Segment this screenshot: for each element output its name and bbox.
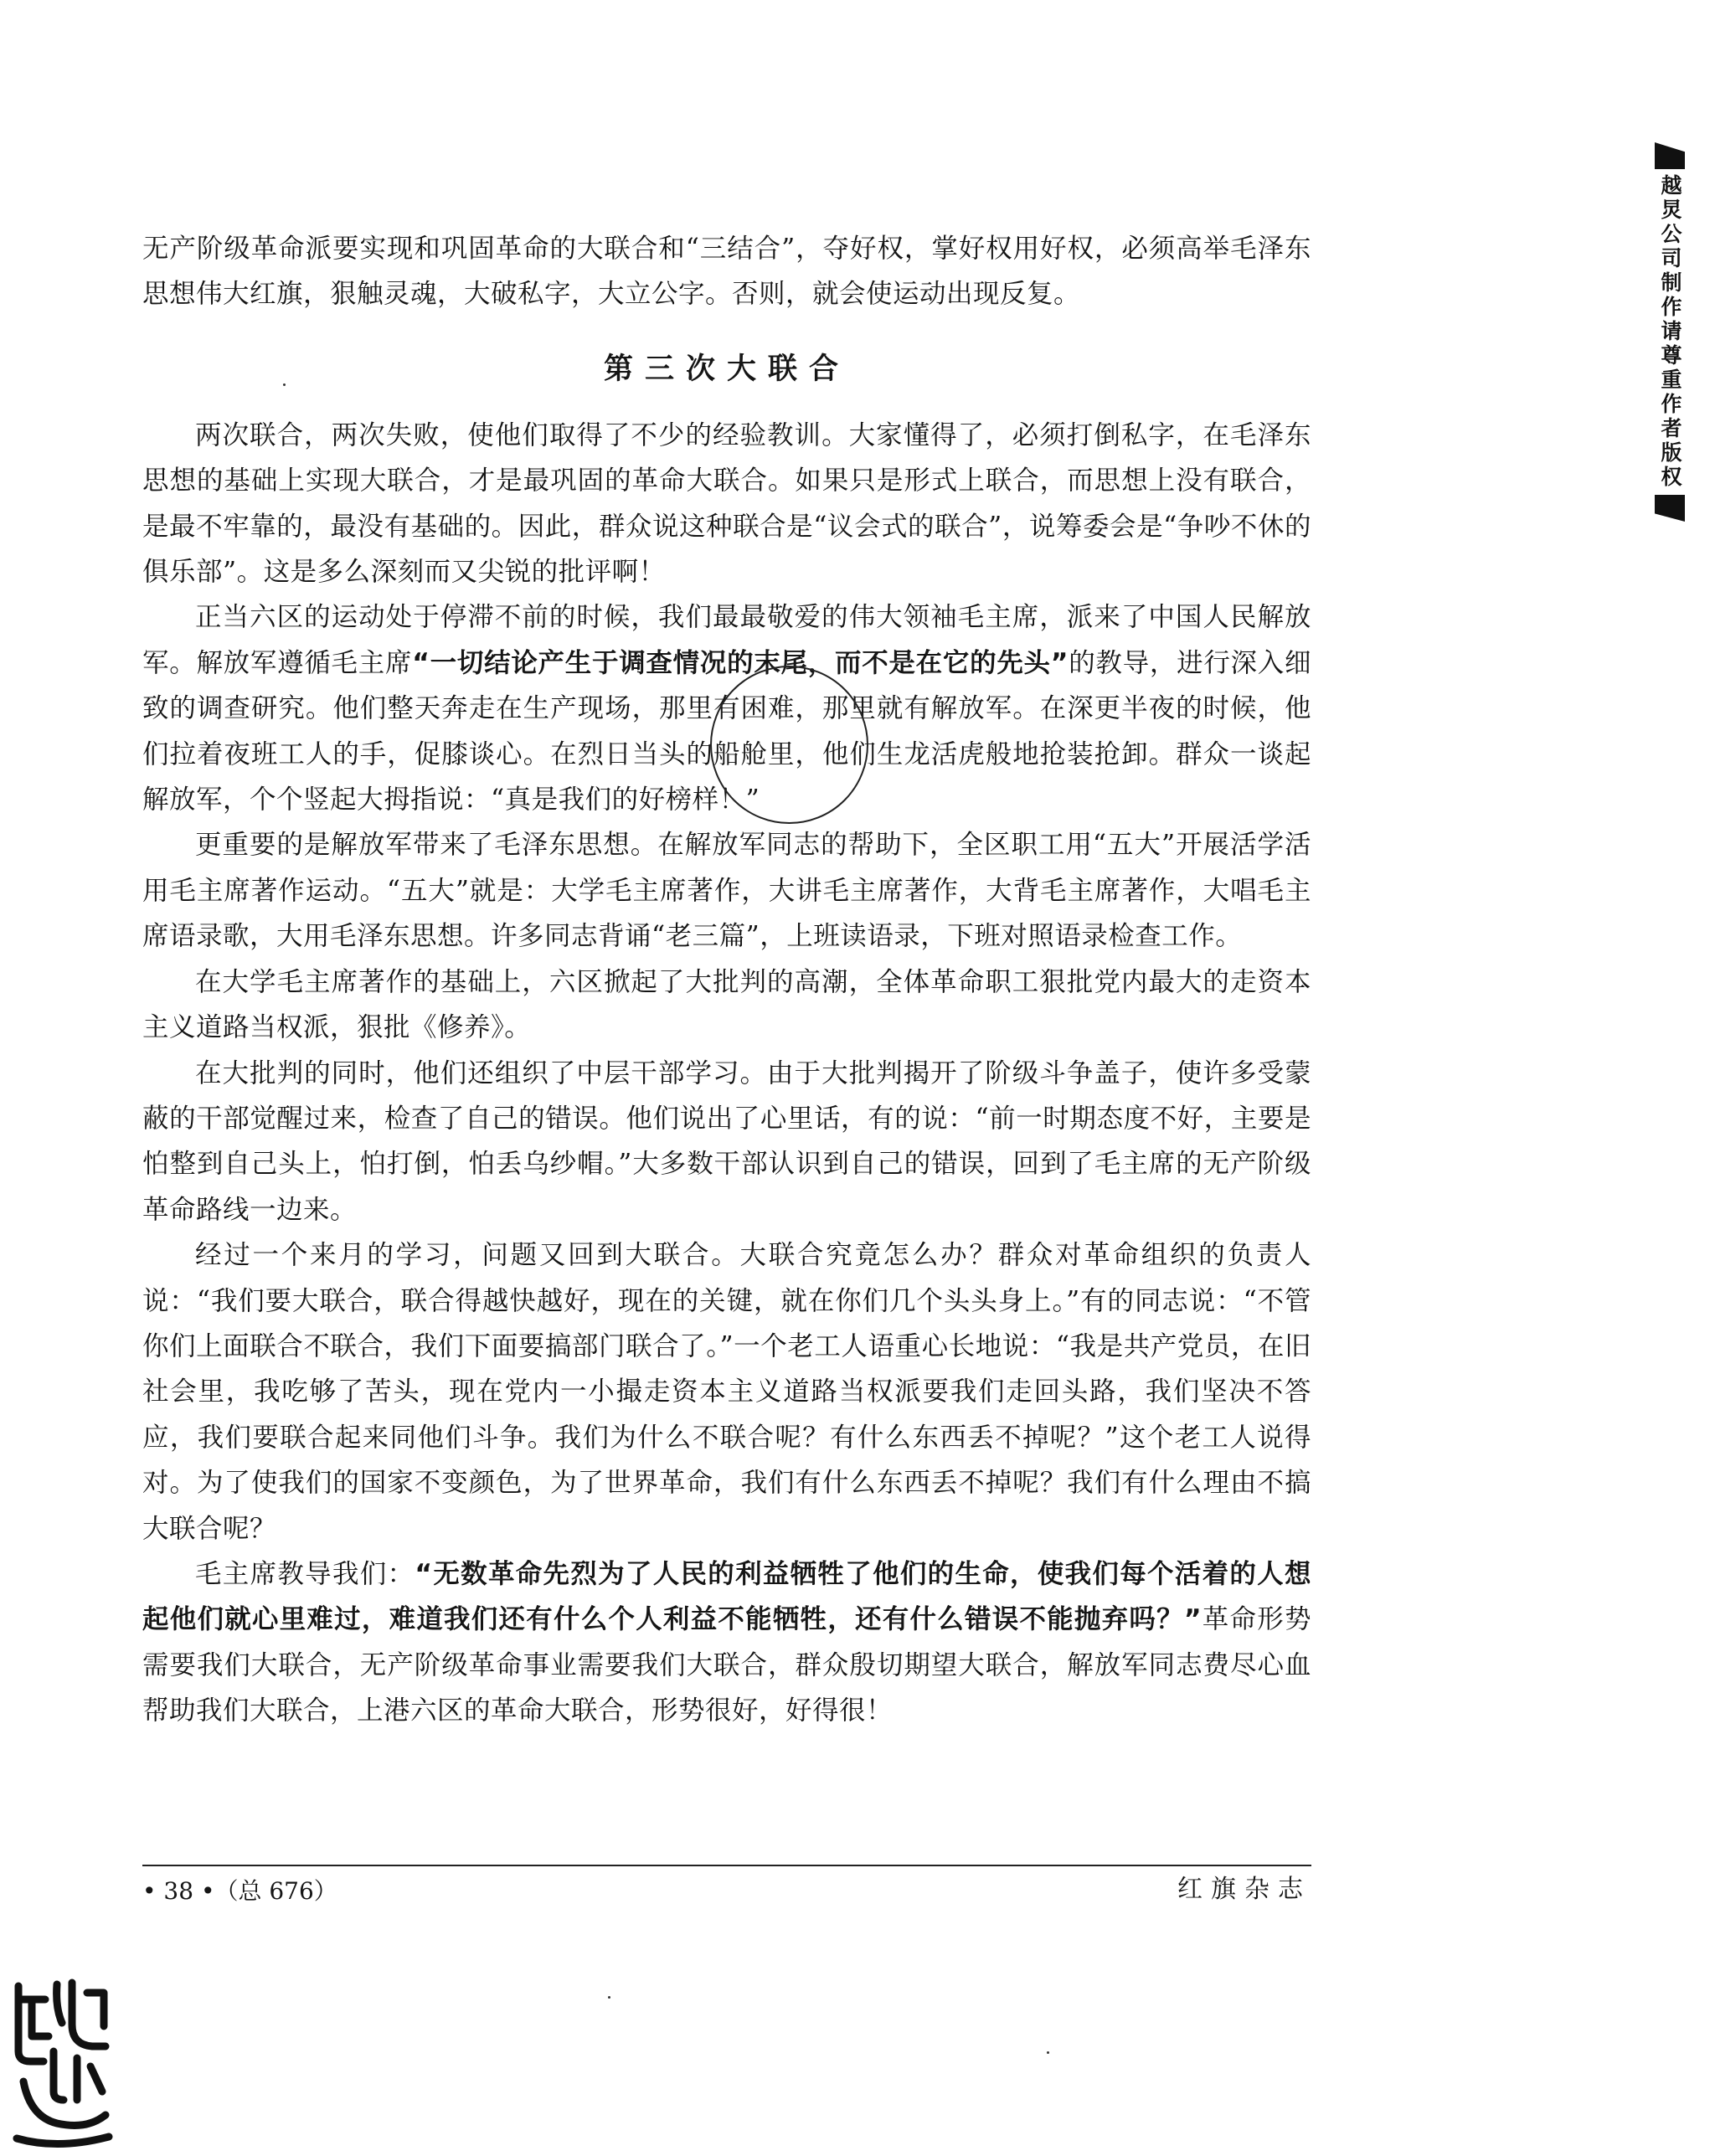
page-number: • 38 •（总 676） xyxy=(142,1877,337,1905)
article-body xyxy=(142,226,1311,1734)
paragraph-4: 在大学毛主席著作的基础上，六区掀起了大批判的高潮，全体革命职工狠批党内最大的走资本主义道路当权派，狠批《修养》。 xyxy=(142,966,1311,1043)
side-label-text: 越炅公司制作请尊重作者版权 xyxy=(1658,174,1682,490)
paragraph-7-text-a: 毛主席教导我们： xyxy=(195,1558,415,1589)
paragraph-7 xyxy=(142,1551,1311,1734)
paragraph-2-text-b: 的教导，进行深入细致的调查研究。他们整天奔走在生产现场，那里有困难，那里就有解放军。在深更半夜的时候，他们拉着夜班工人的手，促膝谈心。在烈日当头的船舱里，他们生龙活虎般地抢装抢卸。群众一谈起解放军，个个竖起大拇指说：“真是我们的好榜样！” xyxy=(142,647,1311,816)
paragraph-7-text-b: 革命形势需要我们大联合，无产阶级革命事业需要我们大联合，群众殷切期望大联合，解放军同志费尽心血帮助我们大联合，上港六区的革命大联合，形势很好，好得很！ xyxy=(142,1604,1311,1726)
section-title: 第三次大联合 xyxy=(603,352,850,386)
intro-paragraph: 无产阶级革命派要实现和巩固革命的大联合和“三结合”，夺好权，掌好权用好权，必须高举毛泽东思想伟大红旗，狠触灵魂，大破私字，大立公字。否则，就会使运动出现反复。 xyxy=(142,234,1311,310)
paragraph-6: 经过一个来月的学习，问题又回到大联合。大联合究竟怎么办？群众对革命组织的负责人说：“我们要大联合，联合得越快越好，现在的关键，就在你们几个头头身上。”有的同志说：“不管你们上面联合不联合，我们下面要搞部门联合了。”一个老工人语重心长地说：“我是共产党员，在旧社会里，我吃够了苦头，现在党内一小撮走资本主义道路当权派要我们走回头路，我们坚决不答应，我们要联合起来同他们斗争。我们为什么不联合呢？有什么东西丢不掉呢？”这个老工人说得对。为了使我们的国家不变颜色，为了世界革命，我们有什么东西丢不掉呢？我们有什么理由不搞大联合呢？ xyxy=(142,1240,1311,1544)
journal-name: 红旗杂志 xyxy=(1177,1875,1311,1904)
copyright-side-label xyxy=(1653,142,1687,522)
side-label-bottom-marker xyxy=(1655,495,1685,522)
paragraph-2-text-a: 正当六区的运动处于停滞不前的时候，我们最最敬爱的伟大领袖毛主席，派来了中国人民解放军。解放军遵循毛主席 xyxy=(142,602,1311,678)
paragraph-5: 在大批判的同时，他们还组织了中层干部学习。由于大批判揭开了阶级斗争盖子，使许多受蒙蔽的干部觉醒过来，检查了自己的错误。他们说出了心里话，有的说：“前一时期态度不好，主要是怕整到自己头上，怕打倒，怕丢乌纱帽。”大多数干部认识到自己的错误，回到了毛主席的无产阶级革命路线一边来。 xyxy=(142,1057,1311,1225)
quotation-martyrs: “无数革命先烈为了人民的利益牺牲了他们的生命，使我们每个活着的人想起他们就心里难过，难道我们还有什么个人利益不能牺牲，还有什么错误不能抛弃吗？” xyxy=(142,1558,1311,1635)
side-label-top-marker xyxy=(1655,142,1685,169)
scan-speck xyxy=(283,383,286,386)
quotation-investigation: “一切结论产生于调查情况的末尾，而不是在它的先头” xyxy=(412,647,1069,678)
scan-speck xyxy=(608,1996,610,1999)
scan-speck xyxy=(1047,2051,1049,2054)
paragraph-3: 更重要的是解放军带来了毛泽东思想。在解放军同志的帮助下，全区职工用“五大”开展活学活用毛主席著作运动。“五大”就是：大学毛主席著作，大讲毛主席著作，大背毛主席著作，大唱毛主席语录歌，大用毛泽东思想。许多同志背诵“老三篇”，上班读语录，下班对照语录检查工作。 xyxy=(142,830,1311,952)
paragraph-1: 两次联合，两次失败，使他们取得了不少的经验教训。大家懂得了，必须打倒私字，在毛泽东思想的基础上实现大联合，才是最巩固的革命大联合。如果只是形式上联合，而思想上没有联合，是最不牢靠的，最没有基础的。因此，群众说这种联合是“议会式的联合”，说筹委会是“争吵不休的俱乐部”。这是多么深刻而又尖锐的批评啊！ xyxy=(142,419,1311,588)
footer-rule xyxy=(142,1865,1311,1866)
seal-logo xyxy=(7,1974,114,2152)
ink-circle-mark xyxy=(710,666,868,824)
